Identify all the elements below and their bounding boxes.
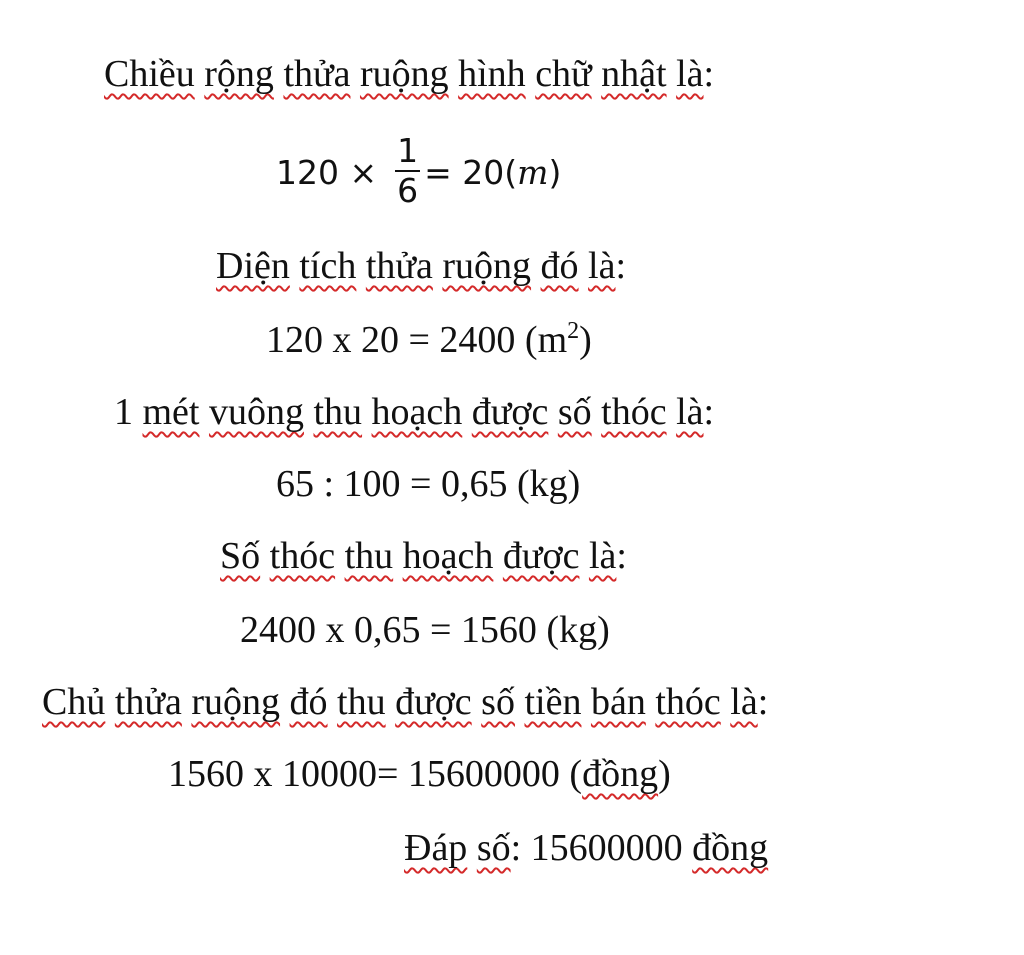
word: tiền <box>524 681 582 723</box>
heading-revenue <box>42 680 768 724</box>
word: đó <box>289 681 328 723</box>
word: thửa <box>114 681 182 723</box>
equation-yield-per-m2 <box>276 462 580 506</box>
equation-text: 1560 x 10000= 15600000 ( <box>168 753 583 795</box>
word: là <box>588 245 616 287</box>
word: được <box>471 391 549 433</box>
word: ruộng <box>442 245 532 287</box>
punctuation: : <box>615 245 627 287</box>
word: chữ <box>535 53 592 95</box>
word: là <box>676 391 704 433</box>
word: vuông <box>208 391 304 433</box>
word: rộng <box>204 53 274 95</box>
word: thửa <box>283 53 351 95</box>
equation-total-yield <box>240 608 610 652</box>
fraction-numerator: 1 <box>397 130 419 170</box>
equation-left: 120 × <box>276 153 378 192</box>
word: Chiều <box>104 53 195 95</box>
heading-width <box>104 52 714 96</box>
word: được <box>395 681 472 723</box>
superscript: 2 <box>567 318 580 344</box>
punctuation: : <box>703 391 715 433</box>
word: mét <box>142 391 200 433</box>
word: là <box>730 681 758 723</box>
answer-value: : 15600000 <box>510 827 683 869</box>
word: tích <box>299 245 357 287</box>
word: thu <box>337 681 386 723</box>
heading-total-yield <box>220 534 627 578</box>
word: được <box>502 535 580 577</box>
punctuation: : <box>757 681 769 723</box>
equation-right: = 20( <box>424 153 518 192</box>
final-answer <box>404 826 768 870</box>
word: số <box>476 827 511 869</box>
word: là <box>588 535 617 577</box>
word: hình <box>458 53 526 95</box>
word: thóc <box>269 535 336 577</box>
fraction-denominator: 6 <box>397 170 419 210</box>
word: thu <box>344 535 394 577</box>
fraction <box>395 132 420 210</box>
word: thửa <box>365 245 433 287</box>
equation-width <box>276 128 561 218</box>
equation-text: 2400 x 0,65 = 1560 (kg) <box>240 609 610 651</box>
punctuation: : <box>616 535 627 577</box>
equation-close: ) <box>658 753 671 795</box>
word: nhật <box>601 53 667 95</box>
word: số <box>557 391 592 433</box>
heading-area <box>216 244 626 288</box>
equation-text: 120 x 20 = 2400 (m <box>266 319 568 361</box>
word: là <box>676 53 704 95</box>
heading-yield-per-m2 <box>114 390 714 434</box>
word: số <box>481 681 515 723</box>
word: thu <box>313 391 363 433</box>
word: đó <box>540 245 579 287</box>
equation-text: 65 : 100 = 0,65 (kg) <box>276 463 581 505</box>
word: ruộng <box>191 681 281 723</box>
equation-close: ) <box>579 319 592 361</box>
word: bán <box>590 681 646 723</box>
equation-unit: m <box>517 153 549 192</box>
word: Số <box>220 535 261 577</box>
word: Diện <box>216 245 290 287</box>
word: đồng <box>692 827 769 869</box>
punctuation: : <box>703 53 715 95</box>
word: Chủ <box>42 681 106 723</box>
number: 1 <box>114 391 133 433</box>
equation-area <box>266 318 592 362</box>
word: thóc <box>655 681 721 723</box>
word: thóc <box>601 391 667 433</box>
word: đồng <box>582 753 659 795</box>
equation-close: ) <box>548 153 562 192</box>
word: Đáp <box>404 827 468 869</box>
word: hoạch <box>371 391 463 433</box>
equation-revenue <box>168 752 671 796</box>
word: ruộng <box>359 53 449 95</box>
word: hoạch <box>402 535 494 577</box>
